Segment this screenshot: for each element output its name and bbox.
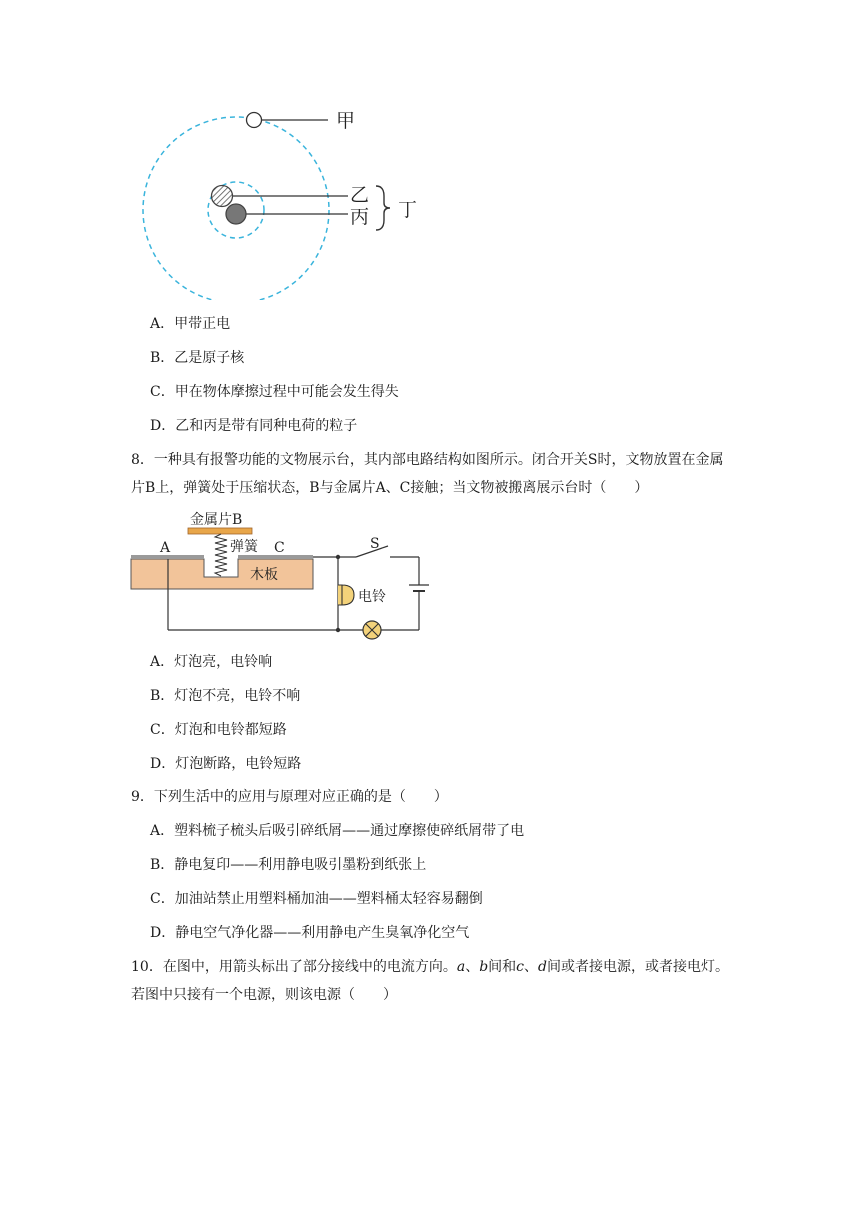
particle-jia [247, 113, 262, 128]
q8-stem: 8．一种具有报警功能的文物展示台，其内部电路结构如图所示。闭合开关S时，文物放置在金属片B上，弹簧处于压缩状态，B与金属片A、C接触；当文物被搬离展示台时（ ） [131, 452, 724, 496]
particle-bing [226, 204, 246, 224]
atom-diagram [128, 100, 428, 300]
q9-option-b: B．静电复印——利用静电吸引墨粉到纸张上 [150, 857, 427, 873]
q10-var-a: a [456, 959, 466, 975]
brace [376, 186, 390, 230]
q10-var-b: b [479, 959, 489, 975]
alarm-circuit-diagram [128, 505, 438, 640]
q10-sep-1: 、 [465, 959, 480, 975]
q10-var-d: d [538, 959, 547, 975]
label-board: 木板 [250, 567, 278, 583]
q9-option-a: A．塑料梳子梳头后吸引碎纸屑——通过摩擦使碎纸屑带了电 [150, 823, 525, 839]
q7-option-d: D．乙和丙是带有同种电荷的粒子 [150, 418, 358, 434]
q9-stem: 9．下列生活中的应用与原理对应正确的是（ ） [131, 789, 448, 805]
q7-option-a: A．甲带正电 [150, 316, 231, 332]
q10-stem [131, 953, 731, 1009]
q10-var-c: c [516, 959, 524, 975]
label-ding: 丁 [398, 199, 418, 221]
wood-board [131, 559, 313, 589]
q7-option-b: B．乙是原子核 [150, 350, 245, 366]
q9-option-c: C．加油站禁止用塑料桶加油——塑料桶太轻容易翻倒 [150, 891, 483, 907]
q10-text-1: 10．在图中，用箭头标出了部分接线中的电流方向。 [131, 959, 457, 975]
q8-option-b: B．灯泡不亮，电铃不响 [150, 688, 301, 704]
q8-option-c: C．灯泡和电铃都短路 [150, 722, 287, 738]
label-bing: 丙 [350, 206, 370, 228]
particle-yi [212, 186, 233, 207]
junction-bottom [336, 628, 340, 632]
label-spring: 弹簧 [230, 539, 258, 555]
q8-option-a: A．灯泡亮，电铃响 [150, 654, 273, 670]
label-metal-b: 金属片B [190, 512, 243, 528]
label-jia: 甲 [336, 110, 356, 132]
spring [215, 534, 227, 576]
metal-plate-b [188, 528, 252, 534]
label-yi: 乙 [350, 184, 370, 206]
q10-sep-2: 、 [524, 959, 538, 975]
q10-text-2: 间和 [488, 959, 517, 975]
q9-option-d: D．静电空气净化器——利用静电产生臭氧净化空气 [150, 925, 470, 941]
q8-option-d: D．灯泡断路，电铃短路 [150, 756, 302, 772]
junction-top [336, 555, 340, 559]
label-switch: S [370, 536, 380, 552]
bell-icon [338, 585, 354, 605]
label-bell: 电铃 [358, 589, 386, 605]
label-c: C [274, 540, 285, 556]
q10-text-3: 间或者接电源，或者接电灯。若图中只接有一个电源，则该电源（ ） [131, 959, 729, 1003]
label-a: A [160, 540, 171, 556]
q7-option-c: C．甲在物体摩擦过程中可能会发生得失 [150, 384, 399, 400]
